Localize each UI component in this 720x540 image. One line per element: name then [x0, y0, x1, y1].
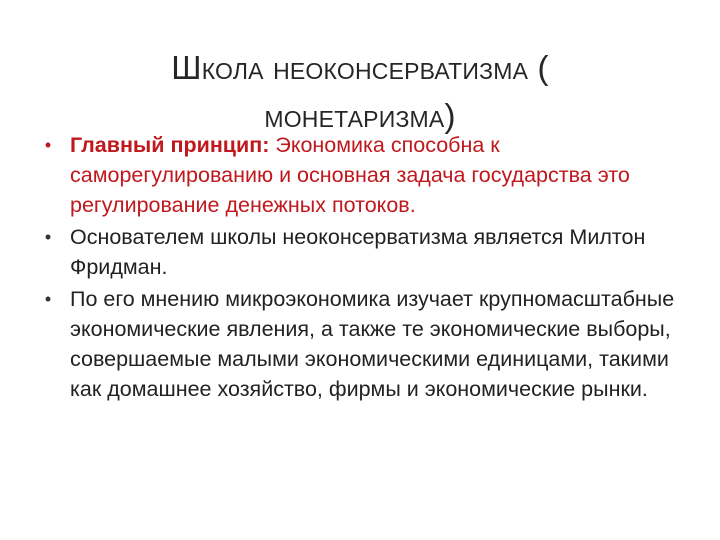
bullet-item-main-principle	[36, 130, 688, 220]
bullet-list	[36, 130, 688, 404]
bullet-icon: •	[44, 289, 52, 309]
slide-body	[36, 130, 688, 406]
slide-title-line-1: Школа неоконсерватизма (	[171, 49, 549, 87]
bullet-text: По его мнению микроэкономика изучает крупномасштабные экономические явления, а также те экономические выборы, совершаемые малыми экономическими единицами, такими как домашнее хозяйство, фирмы и экономические рынки.	[70, 287, 675, 401]
slide-title	[60, 44, 660, 140]
bullet-icon: •	[44, 135, 52, 155]
bullet-item-microeconomics	[36, 284, 688, 404]
slide-title-line-2: монетаризма)	[264, 97, 456, 135]
bullet-text: Экономика способна к саморегулированию и основная задача государства это регулирование денежных потоков.	[70, 133, 630, 217]
bullet-icon: •	[44, 227, 52, 247]
bullet-lead: Главный принцип:	[70, 133, 270, 157]
bullet-item-founder	[36, 222, 688, 282]
bullet-text: Основателем школы неоконсерватизма является Милтон Фридман.	[70, 225, 646, 279]
